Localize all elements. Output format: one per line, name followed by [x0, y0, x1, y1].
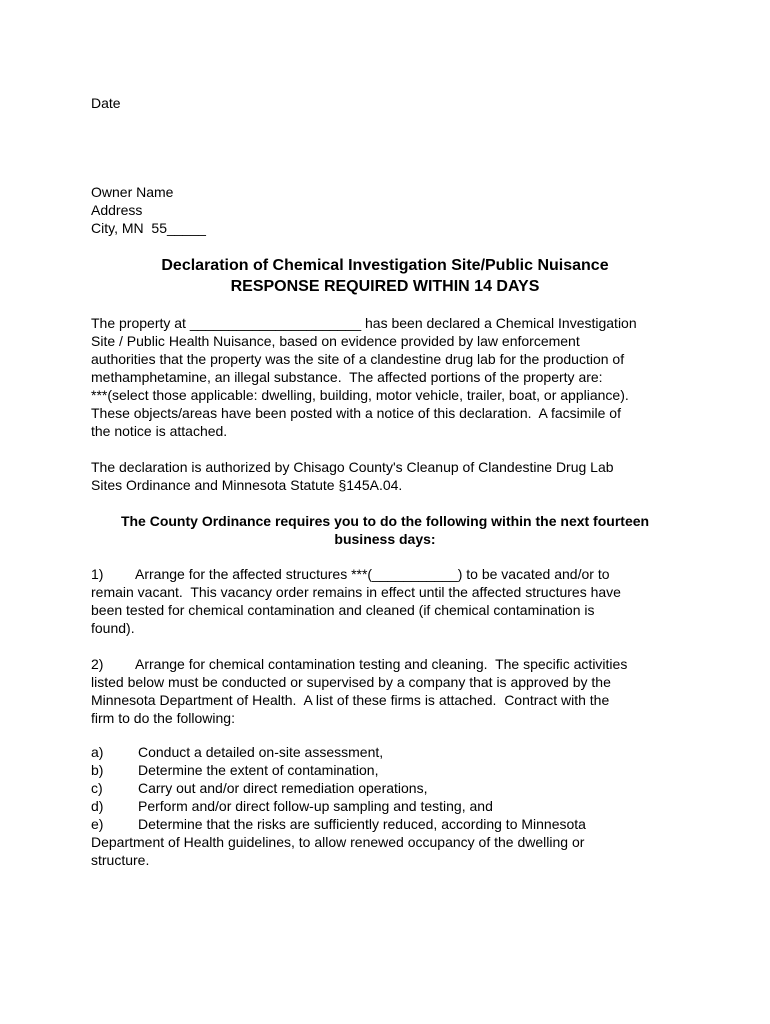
list-item [91, 743, 383, 761]
list-item [91, 761, 378, 779]
list-item [91, 815, 586, 833]
item-number: 2) [91, 656, 104, 672]
subitem-text: Determine that the risks are sufficiently reduced, according to Minnesota [138, 816, 586, 832]
item-first-line [91, 565, 610, 583]
item-line: firm to do the following: [91, 710, 235, 726]
document-subtitle: RESPONSE REQUIRED WITHIN 14 DAYS [230, 278, 540, 295]
item-line: been tested for chemical contamination and cleaned (if chemical contamination is [91, 602, 595, 618]
item-line: found). [91, 620, 135, 636]
subitem-text: Conduct a detailed on-site assessment, [138, 744, 384, 760]
list-item-continuation: structure. [91, 852, 150, 868]
item-text: Arrange for the affected structures ***(___________) to be vacated and/or to [135, 566, 610, 582]
item-line: remain vacant. This vacancy order remains in effect until the affected structures have [91, 584, 621, 600]
paragraph-line: methamphetamine, an illegal substance. The affected portions of the property are: [91, 369, 603, 385]
paragraph-line: the notice is attached. [91, 423, 228, 439]
city-line: City, MN 55_____ [91, 220, 206, 236]
owner-name-line: Owner Name [91, 184, 174, 200]
subitem-letter: d) [91, 798, 104, 814]
date-line: Date [91, 95, 121, 111]
paragraph-line: These objects/areas have been posted with a notice of this declaration. A facsimile of [91, 405, 621, 421]
subitem-text: Perform and/or direct follow-up sampling and testing, and [138, 798, 493, 814]
subitem-letter: e) [91, 816, 104, 832]
list-item [91, 779, 427, 797]
paragraph-line: The property at ______________________ has been declared a Chemical Investigation [91, 315, 637, 331]
item-number: 1) [91, 566, 104, 582]
subitem-text: Determine the extent of contamination, [138, 762, 379, 778]
paragraph-line: Site / Public Health Nuisance, based on evidence provided by law enforcement [91, 333, 580, 349]
paragraph-line: Sites Ordinance and Minnesota Statute §145A.04. [91, 477, 403, 493]
paragraph-line: authorities that the property was the site of a clandestine drug lab for the production of [91, 351, 625, 367]
item-text: Arrange for chemical contamination testing and cleaning. The specific activities [135, 656, 628, 672]
document-title: Declaration of Chemical Investigation Site/Public Nuisance [161, 257, 609, 274]
list-item [91, 797, 493, 815]
item-line: listed below must be conducted or supervised by a company that is approved by the [91, 674, 611, 690]
item-line: Minnesota Department of Health. A list of these firms is attached. Contract with the [91, 692, 610, 708]
subitem-letter: b) [91, 762, 104, 778]
item-first-line [91, 655, 627, 673]
heading-line: The County Ordinance requires you to do the following within the next fourteen [120, 513, 650, 529]
paragraph-line: The declaration is authorized by Chisago County's Cleanup of Clandestine Drug Lab [91, 459, 614, 475]
subitem-text: Carry out and/or direct remediation operations, [138, 780, 428, 796]
subitem-letter: a) [91, 744, 104, 760]
heading-line: business days: [334, 531, 436, 547]
address-line: Address [91, 202, 143, 218]
list-item-continuation: Department of Health guidelines, to allow renewed occupancy of the dwelling or [91, 834, 585, 850]
paragraph-line: ***(select those applicable: dwelling, building, motor vehicle, trailer, boat, or appliance). [91, 387, 629, 403]
subitem-letter: c) [91, 780, 103, 796]
